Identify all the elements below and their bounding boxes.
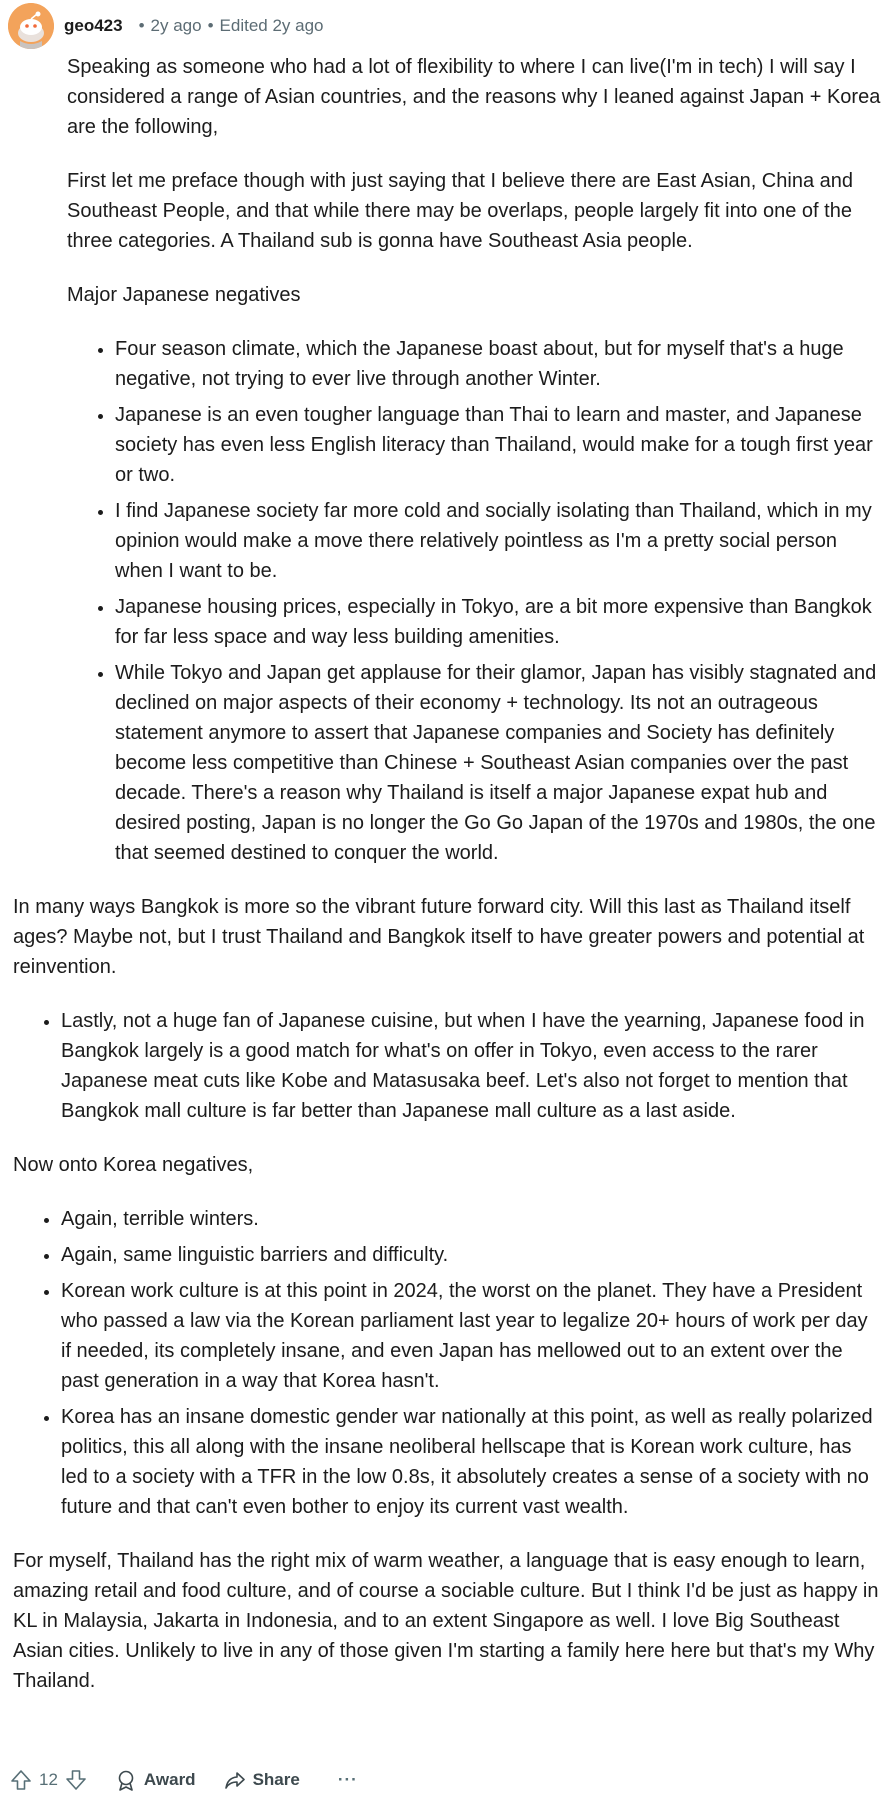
more-options-button[interactable]: [338, 1770, 358, 1790]
share-button[interactable]: [224, 1769, 300, 1791]
upvote-icon[interactable]: [10, 1769, 32, 1791]
award-icon: [115, 1769, 137, 1791]
downvote-icon[interactable]: [65, 1769, 87, 1791]
list-item: • Lastly, not a huge fan of Japanese cuisine, but when I have the yearning, Japanese food in Bangkok largely is a good match for what's on offer in Tokyo, even access to the rarer Japanese meat cuts like Kobe and Matasusaka beef. Let's also not forget to mention that Bangkok mall culture is far better than Japanese mall culture as a last aside.: [61, 1006, 881, 1126]
list-item: • Four season climate, which the Japanese boast about, but for myself that's a huge negative, not trying to ever live through another Winter.: [115, 334, 881, 394]
separator-dot: •: [207, 16, 214, 35]
comment-meta: [133, 16, 324, 36]
indented-section: [13, 52, 881, 868]
separator-dot: •: [138, 16, 145, 35]
share-icon: [224, 1769, 246, 1791]
cuisine-list: [13, 1006, 881, 1126]
list-item: • Korea has an insane domestic gender war nationally at this point, as well as really polarized politics, this all along with the insane neoliberal hellscape that is Korean work culture, has led to a society with a TFR in the low 0.8s, it absolutely creates a sense of a society with no future and that can't even bother to enjoy its current vast wealth.: [61, 1402, 881, 1522]
edited-label: Edited 2y ago: [219, 16, 324, 35]
list-item: • Japanese housing prices, especially in Tokyo, are a bit more expensive than Bangkok for far less space and way less building amenities.: [115, 592, 881, 652]
vote-group: [10, 1769, 87, 1791]
paragraph: For myself, Thailand has the right mix of warm weather, a language that is easy enough to learn, amazing retail and food culture, and of course a sociable culture. But I think I'd be just as happy in KL in Malaysia, Jakarta in Indonesia, and to an extent Singapore as well. I love Big Southeast Asian cities. Unlikely to live in any of those given I'm starting a family here here but that's my Why Thailand.: [13, 1550, 879, 1692]
paragraph: In many ways Bangkok is more so the vibrant future forward city. Will this last as Thailand itself ages? Maybe not, but I trust Thailand and Bangkok itself to have greater powers and potential at reinvention.: [13, 896, 865, 978]
list-item: • While Tokyo and Japan get applause for their glamor, Japan has visibly stagnated and declined on major aspects of their economy + technology. Its not an outrageous statement anymore to assert that Japanese companies and Society has definitely become less competitive than Chinese + Southeast Asian companies over the past decade. There's a reason why Thailand is itself a major Japanese expat hub and desired posting, Japan is no longer the Go Go Japan of the 1970s and 1980s, the one that seemed destined to conquer the world.: [115, 658, 881, 868]
award-label: Award: [143, 1770, 196, 1789]
korea-negatives-list: [13, 1204, 881, 1522]
comment-header: [8, 4, 324, 48]
list-item: • I find Japanese society far more cold and socially isolating than Thailand, which in my opinion would make a move there relatively pointless as I'm a pretty social person when I want to be.: [115, 496, 881, 586]
list-item: • Again, same linguistic barriers and difficulty.: [61, 1240, 881, 1270]
vote-count: 12: [39, 1770, 58, 1789]
award-button[interactable]: [115, 1769, 196, 1791]
username[interactable]: geo423: [64, 16, 123, 35]
list-item: • Japanese is an even tougher language than Thai to learn and master, and Japanese society has even less English literacy than Thailand, would make for a tough first year or two.: [115, 400, 881, 490]
paragraph: Major Japanese negatives: [67, 284, 301, 306]
paragraph: First let me preface though with just saying that I believe there are East Asian, China and Southeast People, and that while there may be overlaps, people largely fit into one of the three categories. A Thailand sub is gonna have Southeast Asia people.: [67, 170, 853, 252]
comment-age: 2y ago: [150, 16, 202, 35]
more-icon: ···: [337, 1770, 358, 1789]
share-label: Share: [252, 1770, 300, 1789]
paragraph: Now onto Korea negatives,: [13, 1154, 254, 1176]
paragraph: Speaking as someone who had a lot of flexibility to where I can live(I'm in tech) I will say I considered a range of Asian countries, and the reasons why I leaned against Japan + Korea are the following,: [67, 56, 881, 138]
list-item: • Korean work culture is at this point in 2024, the worst on the planet. They have a President who passed a law via the Korean parliament last year to legalize 20+ hours of work per day if needed, its completely insane, and even Japan has mellowed out to an extent over the past generation in a way that Korea hasn't.: [61, 1276, 881, 1396]
avatar[interactable]: [8, 3, 54, 49]
japan-negatives-list: [67, 334, 881, 868]
snoo-avatar-icon: [8, 3, 54, 49]
comment-body: [13, 52, 881, 1720]
comment-actions: [10, 1764, 358, 1796]
list-item: • Again, terrible winters.: [61, 1204, 881, 1234]
